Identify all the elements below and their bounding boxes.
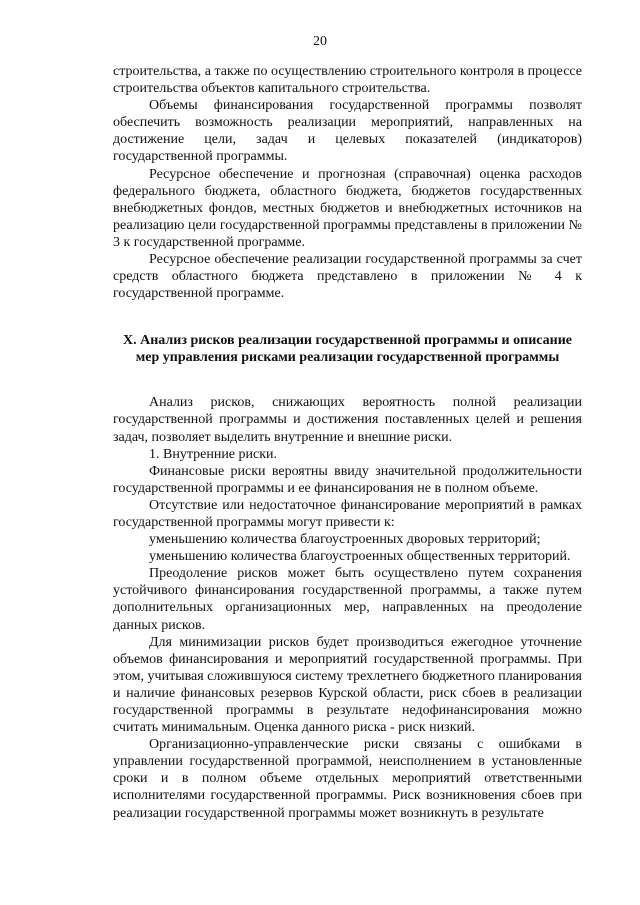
document-body — [113, 63, 582, 822]
paragraph: Организационно-управленческие риски связаны с ошибками в управлении государственной программой, неисполнением в установленные сроки и в полном объеме отдельных мероприятий ответственными исполнителями государственной программы. Риск возникновения сбоев при реализации государственной программы может возникнуть в результате — [113, 737, 582, 821]
paragraph: уменьшению количества благоустроенных общественных территорий. — [149, 549, 571, 565]
paragraph: Объемы финансирования государственной программы позволят обеспечить возможность реализации мероприятий, направленных на достижение цели, задач и целевых показателей (индикаторов) государственной программы. — [113, 98, 582, 165]
paragraph: Для минимизации рисков будет производиться ежегодное уточнение объемов финансирования и мероприятий государственной программы. При этом, учитывая сложившуюся систему трехлетнего бюджетного планирования и наличие финансовых резервов Курской области, риск сбоев в реализации государственной программы в результате недофинансирования можно считать минимальным. Оценка данного риска - риск низкий. — [113, 634, 582, 736]
paragraph: Анализ рисков, снижающих вероятность полной реализации государственной программы и достижения поставленных целей и решения задач, позволяет выделить внутренние и внешние риски. — [113, 395, 582, 445]
paragraph: 1. Внутренние риски. — [149, 446, 278, 462]
paragraph: уменьшению количества благоустроенных дворовых территорий; — [149, 532, 541, 548]
paragraph: Ресурсное обеспечение и прогнозная (справочная) оценка расходов федерального бюджета, областного бюджета, бюджетов государственных внебюджетных фондов, местных бюджетов и внебюджетных источников на реализацию цели государственной программы представлены в приложении № 3 к государственной программе. — [113, 166, 582, 250]
paragraph: строительства, а также по осуществлению строительного контроля в процессе строительства объектов капитального строительства. — [113, 64, 582, 97]
paragraph: Ресурсное обеспечение реализации государственной программы за счет средств областного бюджета представлено в приложении № 4 к государственной программе. — [113, 252, 582, 302]
paragraph: Отсутствие или недостаточное финансирование мероприятий в рамках государственной программы могут привести к: — [113, 497, 582, 530]
section-heading — [113, 332, 582, 366]
page-number: 20 — [313, 34, 327, 49]
paragraph: Финансовые риски вероятны ввиду значительной продолжительности государственной программы и ее финансирования не в полном объеме. — [113, 463, 582, 496]
section-heading-line: X. Анализ рисков реализации государственной программы и описание — [122, 333, 572, 349]
section-heading-line: мер управления рисками реализации государственной программы — [135, 350, 560, 366]
paragraph: Преодоление рисков может быть осуществлено путем сохранения устойчивого финансирования государственной программы, а также путем дополнительных организационных мер, направленных на преодоление данных рисков. — [113, 566, 582, 633]
